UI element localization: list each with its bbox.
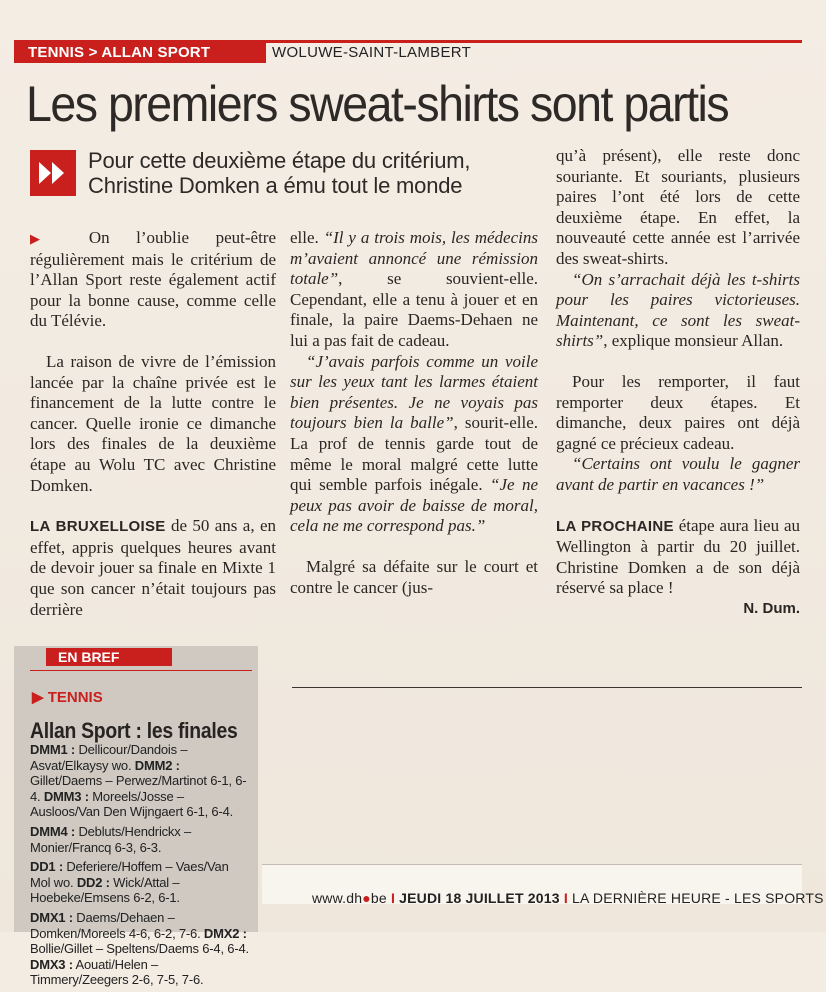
- result-code: DD1 :: [30, 859, 63, 875]
- footer-date: JEUDI 18 JUILLET 2013: [399, 890, 560, 906]
- result-text: Bollie/Gillet – Speltens/Daems 6-4, 6-4.: [30, 941, 249, 957]
- result-text: Wick/Attal – Hoebeke/Emsens 6-2, 6-1.: [30, 874, 180, 906]
- brief-tag: EN BREF: [46, 648, 172, 666]
- result-code: DD2 :: [76, 874, 110, 890]
- article-column-1: [30, 228, 276, 620]
- col1-paragraph-1: On l’oublie peut-être régulièrement mais le critérium de l’Allan Sport reste également actif pour la bonne cause, comme celle du Télévie.: [30, 228, 276, 331]
- result-text: Aouati/Helen – Timmery/Zeegers 2-6, 7-5, 7-6.: [30, 956, 204, 988]
- col3-text-b: , explique monsieur Allan.: [603, 331, 784, 351]
- footer-separator: I: [563, 890, 568, 906]
- brief-title: Allan Sport : les finales: [30, 718, 238, 743]
- col1-paragraph-3: de 50 ans a, en effet, appris quelques heures avant de devoir jouer sa finale en Mixte 1 que son cancer n’était toujours pas derrière: [30, 516, 276, 619]
- footer-paper-name: LA DERNIÈRE HEURE - LES SPORTS: [572, 890, 824, 906]
- brief-category: [32, 688, 103, 706]
- col2-quote-1: “Il y a trois mois, les médecins m’avaient annoncé une rémission totale”: [290, 228, 538, 289]
- article-lead: Pour cette deuxième étape du critérium, Christine Domken a ému tout le monde: [88, 148, 471, 198]
- col2-paragraph-3: Malgré sa défaite sur le court et contre le cancer (jus-: [290, 556, 538, 597]
- result-code: DMX2 :: [203, 925, 247, 941]
- col2-text-b: , se souvient-elle. Cependant, elle a tenu à jouer et en finale, la paire Daems-Dehaen ne lui a pas fait de cadeau.: [290, 269, 538, 350]
- col3-paragraph-3: Pour les remporter, il faut remporter deux étapes. Et dimanche, deux paires ont déjà gagné ce précieux cadeau.: [556, 371, 800, 453]
- brief-results: [30, 742, 252, 992]
- result-code: DMM2 :: [134, 757, 180, 773]
- col3-quote-1: “On s’arrachait déjà les t-shirts pour les paires victorieuses. Maintenant, ce sont les sweat-shirts”: [556, 269, 800, 351]
- col2-text-c: , sourit-elle. La prof de tennis garde tout de même le moral malgré cette lutte qui semble parfois inégale.: [290, 413, 539, 495]
- result-text: Gillet/Daems – Perwez/Martinot 6-1, 6-4.: [30, 773, 247, 804]
- brief-marker-icon: ▶: [32, 689, 44, 706]
- col2-quote-2: “J’avais parfois comme un voile sur les yeux tant les larmes étaient bien présentes. Je ne voyais pas toujours bien la balle”: [290, 351, 538, 433]
- brief-result-group: [30, 910, 252, 988]
- footer-separator: I: [390, 890, 396, 906]
- footer-text: [312, 890, 824, 906]
- result-code: DMX1 :: [30, 909, 73, 925]
- article-bottom-rule: [292, 687, 802, 688]
- col3-lead-word: LA PROCHAINE: [556, 517, 674, 535]
- location-label: WOLUWE-SAINT-LAMBERT: [272, 44, 472, 61]
- brief-result-group: [30, 824, 252, 855]
- brief-rule: [30, 670, 252, 671]
- col1-paragraph-2: La raison de vivre de l’émission lancée par la chaîne privée est le financement de la lutte contre le cancer. Quelle ironie ce dimanche lors des finales de la deuxième étape au Wolu TC avec Christine Domken.: [30, 351, 276, 495]
- col3-quote-2: “Certains ont voulu le gagner avant de partir en vacances !”: [556, 454, 800, 494]
- article-headline: Les premiers sweat-shirts sont partis: [26, 76, 729, 132]
- result-code: DMM4 :: [30, 823, 76, 839]
- result-text: Daems/Dehaen – Domken/Moreels 4-6, 6-2, 7-6.: [30, 909, 204, 941]
- footer-site: www.dh: [312, 890, 363, 906]
- footer-rule: [262, 864, 802, 865]
- footer-site-dot: ●: [362, 890, 371, 906]
- col2-text: elle.: [290, 228, 324, 247]
- result-code: DMM3 :: [43, 788, 89, 804]
- brief-result-group: [30, 859, 252, 906]
- result-text: Debluts/Hendrickx – Monier/Francq 6-3, 6-3.: [30, 823, 191, 855]
- result-text: Moreels/Josse – Ausloos/Van Den Wijngaert 6-1, 6-4.: [30, 788, 234, 820]
- section-rubric: TENNIS > ALLAN SPORT: [14, 43, 266, 63]
- col3-paragraph-5: étape aura lieu au Wellington à partir du 20 juillet. Christine Domken a de son déjà réservé sa place !: [556, 515, 800, 598]
- paragraph-marker-icon: ▶: [30, 231, 63, 246]
- author-signature: N. Dum.: [743, 599, 800, 617]
- footer-site-suffix: be: [370, 890, 387, 906]
- result-code: DMX3 :: [30, 956, 73, 972]
- article-column-2: [290, 228, 538, 598]
- result-text: Deferiere/Hoffem – Vaes/Van Mol wo.: [30, 859, 229, 890]
- brief-category-label: TENNIS: [47, 689, 103, 706]
- article-column-3: [556, 146, 800, 619]
- result-text: Dellicour/Dandois – Asvat/Elkaysy wo.: [30, 742, 188, 773]
- result-code: DMM1 :: [30, 742, 76, 757]
- brief-result-group: [30, 742, 252, 820]
- fast-forward-icon: [30, 150, 76, 196]
- col1-lead-word: LA BRUXELLOISE: [30, 518, 166, 536]
- col3-paragraph-1: qu’à présent), elle reste donc souriante. Et souriants, plusieurs paires l’ont été lors de cette deuxième étape. En effet, la nouveauté cette année est l’arrivée des sweat-shirts.: [556, 146, 800, 268]
- col2-quote-3: “Je ne peux pas avoir de baisse de moral, cela ne me correspond pas.”: [290, 475, 539, 536]
